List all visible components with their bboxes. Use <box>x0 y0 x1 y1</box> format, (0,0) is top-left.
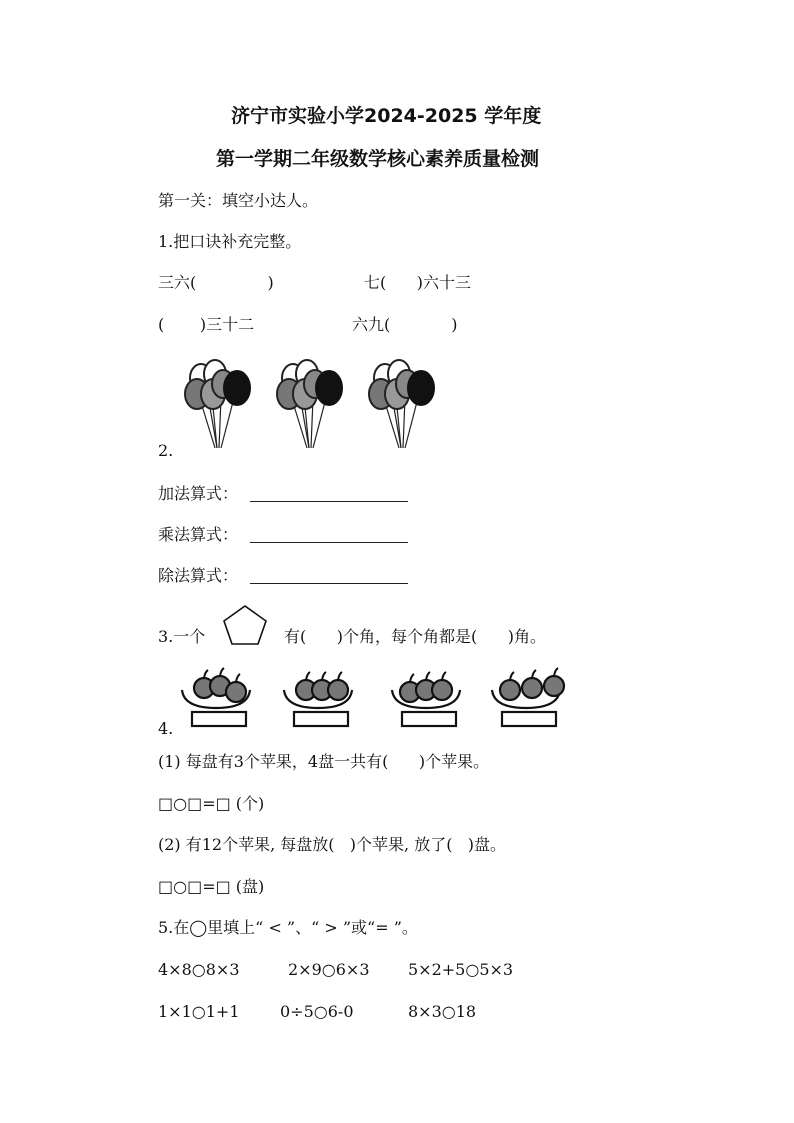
q1-prompt: 1.把口诀补充完整。 <box>158 232 302 251</box>
q4-part2-formula: □○□=□ (盘) <box>158 877 265 896</box>
q1-item-a: 三六( ) <box>158 273 274 292</box>
q4-part2: (2) 有12个苹果, 每盘放( )个苹果, 放了( )盘。 <box>158 835 506 854</box>
q5-prompt: 5.在◯里填上“ < ”、“ > ”或“= ”。 <box>158 918 418 937</box>
q1-item-c: ( )三十二 <box>158 315 255 334</box>
q2-number: 2. <box>158 441 174 460</box>
q5-row2-item1: 1×1○1+1 <box>158 1002 240 1021</box>
pentagon-icon <box>222 604 268 646</box>
q5-row2-item2: 0÷5○6-0 <box>280 1002 354 1021</box>
section-heading: 第一关：填空小达人。 <box>158 191 319 210</box>
exam-title-line2: 第一学期二年级数学核心素养质量检测 <box>216 148 540 170</box>
q3-prefix: 3.一个 <box>158 627 206 646</box>
q5-row2-item3: 8×3○18 <box>408 1002 477 1021</box>
q4-number: 4. <box>158 719 174 738</box>
multiplication-answer-line[interactable] <box>250 542 408 543</box>
exam-title-line1: 济宁市实验小学2024-2025 学年度 <box>231 105 542 127</box>
q5-row1-item1: 4×8○8×3 <box>158 960 240 979</box>
q5-row1-item2: 2×9○6×3 <box>288 960 370 979</box>
q4-part1-formula: □○□=□ (个) <box>158 794 265 813</box>
division-answer-line[interactable] <box>250 583 408 584</box>
apple-plates-illustration <box>180 660 580 730</box>
q1-item-d: 六九( ) <box>352 315 458 334</box>
q5-row1-item3: 5×2+5○5×3 <box>408 960 514 979</box>
q2-multiplication-label: 乘法算式： <box>158 525 239 544</box>
q2-division-label: 除法算式： <box>158 566 239 585</box>
q1-item-b: 七( )六十三 <box>364 273 472 292</box>
addition-answer-line[interactable] <box>250 501 408 502</box>
balloon-bunch-illustration <box>175 356 455 456</box>
q4-part1: (1) 每盘有3个苹果，4盘一共有( )个苹果。 <box>158 752 490 771</box>
q2-addition-label: 加法算式： <box>158 484 239 503</box>
q3-suffix: 有( )个角，每个角都是( )角。 <box>284 627 547 646</box>
